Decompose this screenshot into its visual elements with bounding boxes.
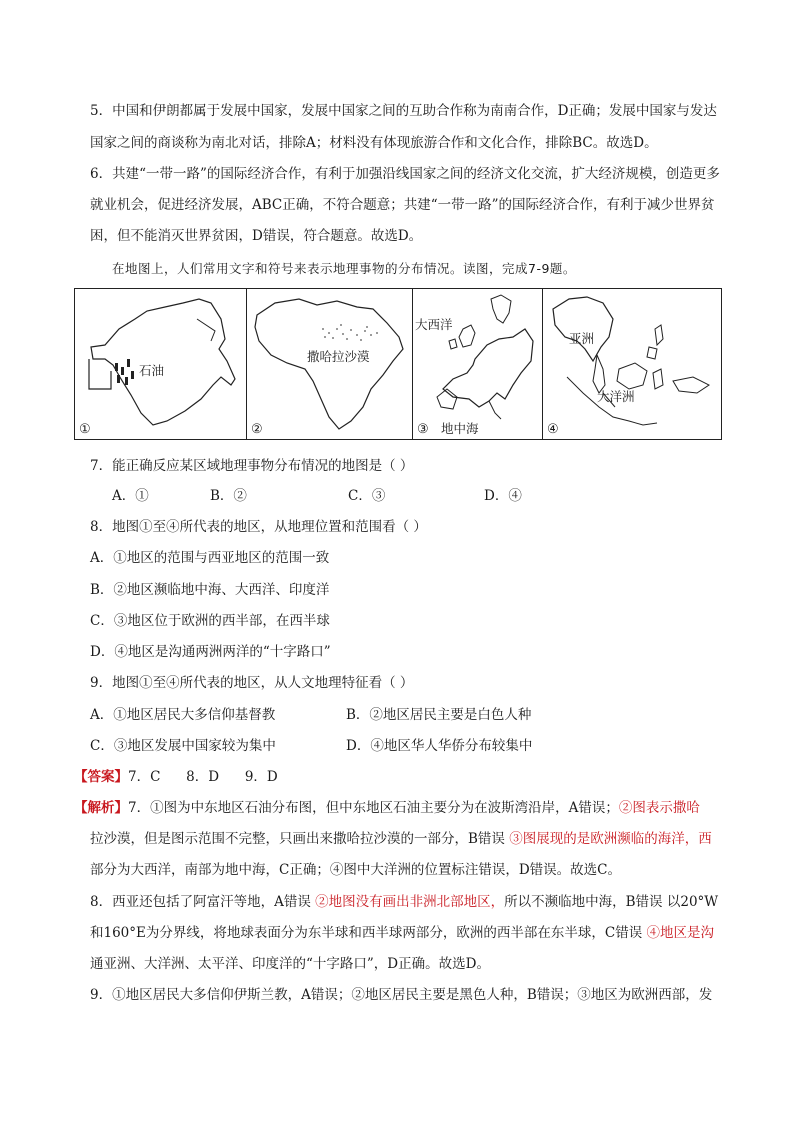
map-label-oceania: 大洋洲 [597,389,635,404]
question-9-stem: 9．地图①至④所代表的地区，从人文地理特征看（ ） [90,675,414,691]
analysis-tag: 【解析】 [74,800,128,816]
q8-option-d: D．④地区是沟通两洲两洋的“十字路口” [90,644,331,660]
question-7-stem: 7．能正确反应某区域地理事物分布情况的地图是（ ） [90,458,414,474]
q8-option-a: A．①地区的范围与西亚地区的范围一致 [90,550,330,566]
q9-option-c: C．③地区发展中国家较为集中 [90,738,276,754]
map-label-asia: 亚洲 [569,331,595,346]
map-number: ② [251,422,263,437]
q8-option-c: C．③地区位于欧洲的西半部，在西半球 [90,613,330,629]
map-label-mediterranean: 地中海 [441,421,479,436]
q8-option-b: B．②地区濒临地中海、大西洋、印度洋 [90,582,330,598]
analysis-line: 和160°E为分界线，将地球表面分为东半球和西半球两部分，欧洲的西半部在东半球，C错误 ④地区是沟 [90,925,714,941]
answer-text: 7．C 8．D 9．D [128,769,278,785]
question-intro: 在地图上，人们常用文字和符号来表示地理事物的分布情况。读图，完成7-9题。 [112,261,576,276]
map-panel-southeast-asia [543,289,720,439]
europe-map [413,289,543,439]
map-strip [74,288,722,440]
analysis-line: 8．西亚还包括了阿富汗等地，A错误 ②地图没有画出非洲北部地区，所以不濒临地中海，B错误 以20°W [90,894,719,910]
explanation-line: 就业机会，促进经济发展，ABC正确，不符合题意；共建“一带一路”的国际经济合作，有利于减少世界贫 [90,197,715,213]
southeast-asia-map [543,289,720,439]
map-panel-middle-east [75,289,247,439]
map-panel-africa [247,289,413,439]
analysis-line: 通亚洲、大洋洲、太平洋、印度洋的“十字路口”，D正确。故选D。 [90,956,490,972]
q7-option-b: B．② [210,488,247,504]
explanation-line: 国家之间的商谈称为南北对话，排除A；材料没有体现旅游合作和文化合作，排除BC。故选D。 [90,135,658,151]
q7-option-a: A．① [112,488,149,504]
map-number: ① [79,422,91,437]
map-panel-europe [413,289,543,439]
explanation-line: 6．共建“一带一路”的国际经济合作，有利于加强沿线国家之间的经济文化交流，扩大经济规模，创造更多 [90,166,720,182]
q9-option-b: B．②地区居民主要是白色人种 [346,707,532,723]
q7-option-c: C．③ [348,488,386,504]
map-number: ③ [417,422,429,437]
analysis-line: 9．①地区居民大多信仰伊斯兰教，A错误；②地区居民主要是黑色人种，B错误；③地区为欧洲西部，发 [90,987,713,1003]
answer-tag: 【答案】 [74,769,128,785]
q7-option-d: D．④ [484,488,522,504]
map-label-atlantic: 大西洋 [415,317,453,332]
map-label-sahara: 撒哈拉沙漠 [307,349,370,364]
analysis-line: 部分为大西洋，南部为地中海，C正确；④图中大洋洲的位置标注错误，D错误。故选C。 [90,862,621,878]
analysis-line: 【解析】7．①图为中东地区石油分布图，但中东地区石油主要分为在波斯湾沿岸，A错误；②图表示撒哈 [74,800,700,816]
explanation-line: 5．中国和伊朗都属于发展中国家，发展中国家之间的互助合作称为南南合作，D正确；发展中国家与发达 [90,103,717,119]
map-label-oil: 石油 [139,363,165,378]
explanation-line: 困，但不能消灭世界贫困，D错误，符合题意。故选D。 [90,228,423,244]
answer-line [74,767,278,787]
q9-option-d: D．④地区华人华侨分布较集中 [346,738,533,754]
analysis-line: 拉沙漠，但是图示范围不完整，只画出来撒哈拉沙漠的一部分，B错误 ③图展现的是欧洲濒临的海洋，西 [90,831,712,847]
map-number: ④ [547,422,559,437]
q9-option-a: A．①地区居民大多信仰基督教 [90,707,276,723]
question-8-stem: 8．地图①至④所代表的地区，从地理位置和范围看（ ） [90,519,427,535]
